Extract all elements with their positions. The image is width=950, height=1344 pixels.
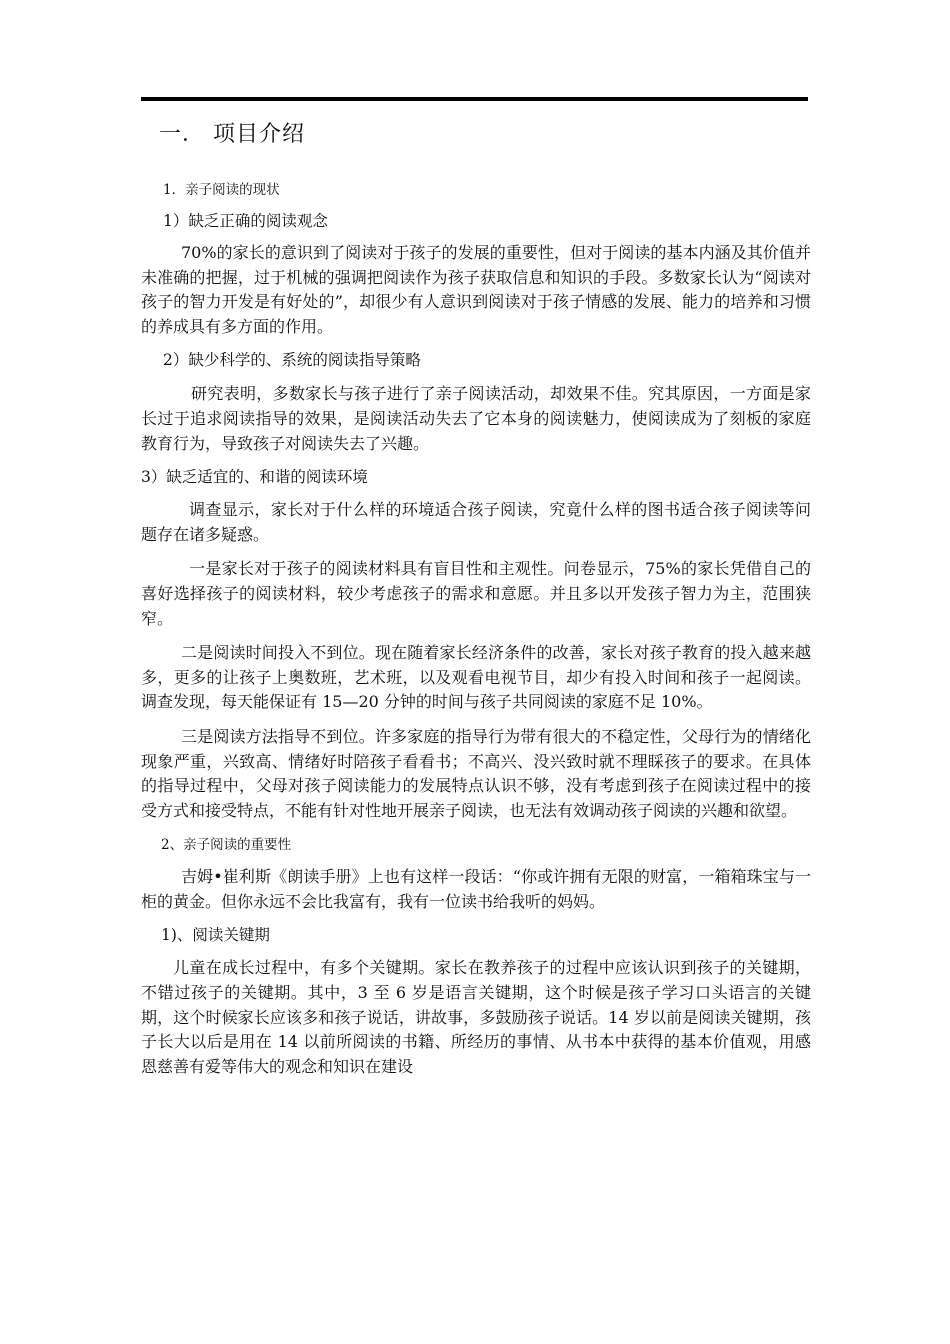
paragraph-critical-period: 儿童在成长过程中，有多个关键期。家长在教养孩子的过程中应该认识到孩子的关键期，不错过孩子的关键期。其中，3 至 6 岁是语言关键期，这个时候是孩子学习口头语言的关键期，这个时候家长应该多和孩子说话，讲故事，多鼓励孩子说话。14 岁以前是阅读关键期，孩子长大以后是用在 14 以前所阅读的书籍、所经历的事情、从书本中获得的基本价值观，用感恩慈善有爱等伟大的观念和知识在建设 bbox=[141, 958, 811, 1076]
subsection-title-status: 1．亲子阅读的现状 bbox=[163, 182, 280, 198]
point-heading-2: 2）缺少科学的、系统的阅读指导策略 bbox=[163, 351, 421, 370]
paragraph-6: 三是阅读方法指导不到位。许多家庭的指导行为带有很大的不稳定性，父母行为的情绪化现象严重，兴致高、情绪好时陪孩子看看书；不高兴、没兴致时就不理睬孩子的要求。在具体的指导过程中，父母对孩子阅读能力的发展特点认识不够，没有考虑到孩子在阅读过程中的接受方式和接受特点，不能有针对性地开展亲子阅读，也无法有效调动孩子阅读的兴趣和欲望。 bbox=[141, 726, 811, 820]
point-heading-3: 3）缺乏适宜的、和谐的阅读环境 bbox=[141, 468, 368, 487]
document-body bbox=[141, 110, 811, 1079]
subsection-title-importance: 2、亲子阅读的重要性 bbox=[161, 837, 292, 854]
paragraph-quote: 吉姆•崔利斯《朗读手册》上也有这样一段话：“你或许拥有无限的财富，一箱箱珠宝与一柜的黄金。但你永远不会比我富有，我有一位读书给我听的妈妈。 bbox=[141, 867, 811, 911]
paragraph-3: 调查显示，家长对于什么样的环境适合孩子阅读，究竟什么样的图书适合孩子阅读等问题存在诸多疑惑。 bbox=[141, 500, 811, 544]
header-rule bbox=[141, 97, 808, 101]
point-heading-1: 1）缺乏正确的阅读观念 bbox=[163, 212, 328, 230]
paragraph-1: 70%的家长的意识到了阅读对于孩子的发展的重要性，但对于阅读的基本内涵及其价值并未准确的把握，过于机械的强调把阅读作为孩子获取信息和知识的手段。多数家长认为“阅读对孩子的智力开发是有好处的”，却很少有人意识到阅读对于孩子情感的发展、能力的培养和习惯的养成具有多方面的作用。 bbox=[141, 243, 811, 336]
section-heading: 一． 项目介绍 bbox=[159, 122, 305, 147]
point-heading-critical-period: 1)、阅读关键期 bbox=[161, 926, 270, 945]
paragraph-4: 一是家长对于孩子的阅读材料具有盲目性和主观性。问卷显示，75%的家长凭借自己的喜好选择孩子的阅读材料，较少考虑孩子的需求和意愿。并且多以开发孩子智力为主，范围狭窄。 bbox=[141, 559, 811, 628]
paragraph-2: 研究表明，多数家长与孩子进行了亲子阅读活动，却效果不佳。究其原因，一方面是家长过于追求阅读指导的效果，是阅读活动失去了它本身的阅读魅力，使阅读成为了刻板的家庭教育行为，导致孩子对阅读失去了兴趣。 bbox=[141, 384, 811, 453]
paragraph-5: 二是阅读时间投入不到位。现在随着家长经济条件的改善，家长对孩子教育的投入越来越多，更多的让孩子上奥数班，艺术班，以及观看电视节目，却少有投入时间和孩子一起阅读。 调查发现，每天能保证有 15—20 分钟的时间与孩子共同阅读的家庭不足 10%。 bbox=[141, 643, 811, 712]
